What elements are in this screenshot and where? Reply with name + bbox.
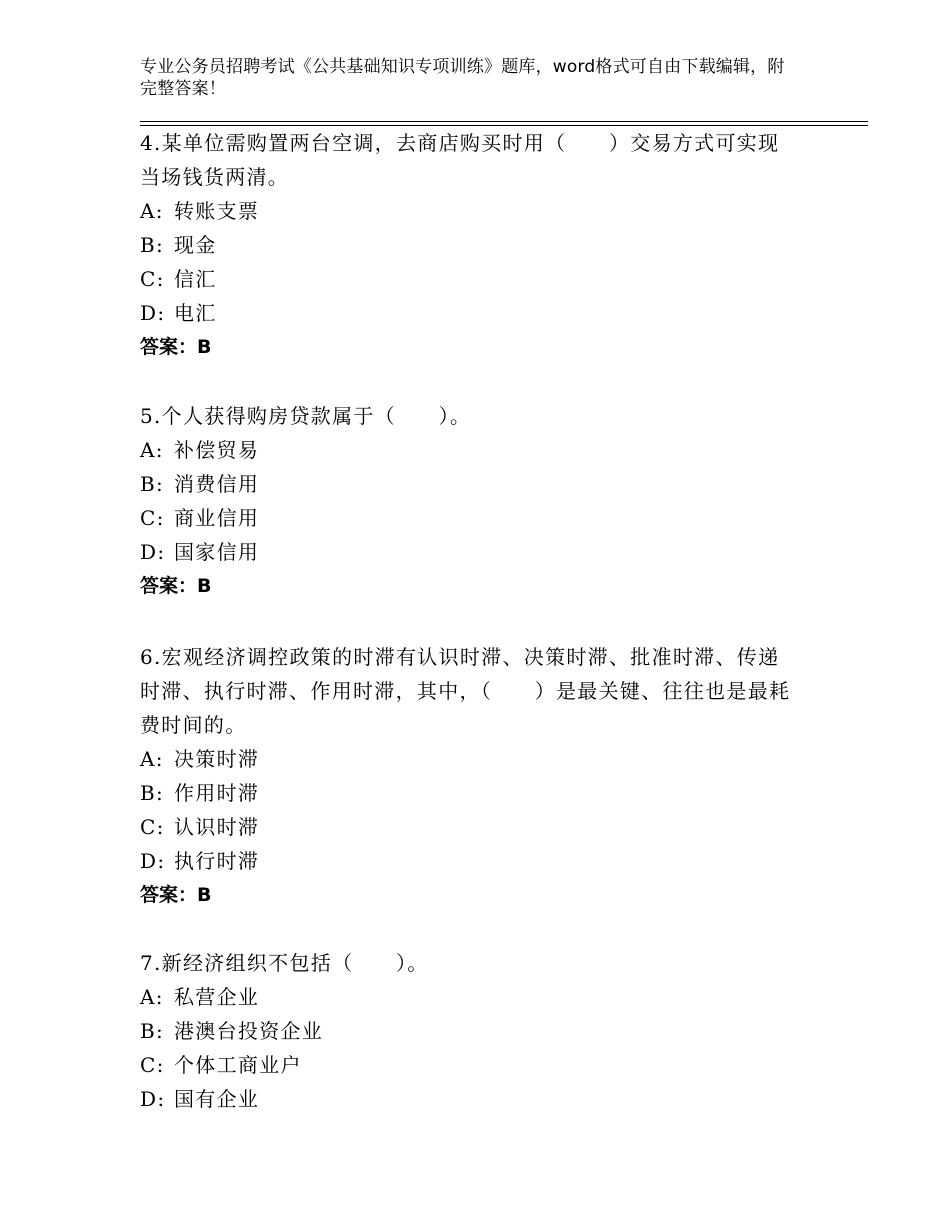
- option-d: [140, 535, 800, 569]
- answer-line: 答案：B: [140, 336, 212, 358]
- option-c: [140, 262, 800, 296]
- option-d: [140, 844, 800, 878]
- option-label: B:: [140, 472, 165, 496]
- option-text: 私营企业: [174, 985, 260, 1009]
- option-b: [140, 776, 800, 810]
- question-block: [140, 946, 800, 1116]
- option-label: A:: [140, 747, 164, 771]
- question-block: [140, 640, 800, 912]
- option-text: 消费信用: [174, 472, 260, 496]
- option-a: [140, 742, 800, 776]
- option-text: 执行时滞: [174, 849, 260, 873]
- option-label: C:: [140, 506, 165, 530]
- option-text: 认识时滞: [174, 815, 260, 839]
- question-stem: 6.宏观经济调控政策的时滞有认识时滞、决策时滞、批准时滞、传递时滞、执行时滞、作用时滞，其中，（ ）是最关键、往往也是最耗费时间的。: [140, 645, 791, 737]
- option-text: 作用时滞: [174, 781, 260, 805]
- answer-line: 答案：B: [140, 575, 212, 597]
- option-b: [140, 228, 800, 262]
- question-block: [140, 399, 800, 603]
- option-a: [140, 433, 800, 467]
- option-label: A:: [140, 985, 164, 1009]
- option-c: [140, 810, 800, 844]
- document-header: 专业公务员招聘考试《公共基础知识专项训练》题库，word格式可自由下载编辑，附完整答案！: [140, 57, 785, 99]
- option-a: [140, 980, 800, 1014]
- option-label: B:: [140, 1019, 165, 1043]
- option-label: C:: [140, 815, 165, 839]
- option-text: 港澳台投资企业: [174, 1019, 324, 1043]
- option-text: 个体工商业户: [174, 1053, 302, 1077]
- option-text: 决策时滞: [174, 747, 260, 771]
- option-c: [140, 501, 800, 535]
- option-c: [140, 1048, 800, 1082]
- option-label: D:: [140, 849, 166, 873]
- option-text: 信汇: [174, 267, 217, 291]
- option-label: A:: [140, 199, 164, 223]
- option-text: 转账支票: [174, 199, 260, 223]
- option-label: D:: [140, 540, 166, 564]
- question-stem: 5.个人获得购房贷款属于（ ）。: [140, 404, 472, 428]
- option-text: 现金: [174, 233, 217, 257]
- option-text: 国家信用: [174, 540, 260, 564]
- answer-line: 答案：B: [140, 884, 212, 906]
- option-text: 电汇: [174, 301, 217, 325]
- option-b: [140, 467, 800, 501]
- option-label: C:: [140, 267, 165, 291]
- question-stem: 4.某单位需购置两台空调，去商店购买时用（ ）交易方式可实现当场钱货两清。: [140, 131, 780, 189]
- option-label: D:: [140, 301, 166, 325]
- option-label: C:: [140, 1053, 165, 1077]
- option-a: [140, 194, 800, 228]
- question-block: [140, 126, 800, 364]
- option-label: B:: [140, 233, 165, 257]
- option-text: 国有企业: [174, 1087, 260, 1111]
- question-stem: 7.新经济组织不包括（ ）。: [140, 951, 429, 975]
- option-label: D:: [140, 1087, 166, 1111]
- option-b: [140, 1014, 800, 1048]
- option-d: [140, 296, 800, 330]
- option-d: [140, 1082, 800, 1116]
- option-label: A:: [140, 438, 164, 462]
- option-text: 补偿贸易: [174, 438, 260, 462]
- option-text: 商业信用: [174, 506, 260, 530]
- option-label: B:: [140, 781, 165, 805]
